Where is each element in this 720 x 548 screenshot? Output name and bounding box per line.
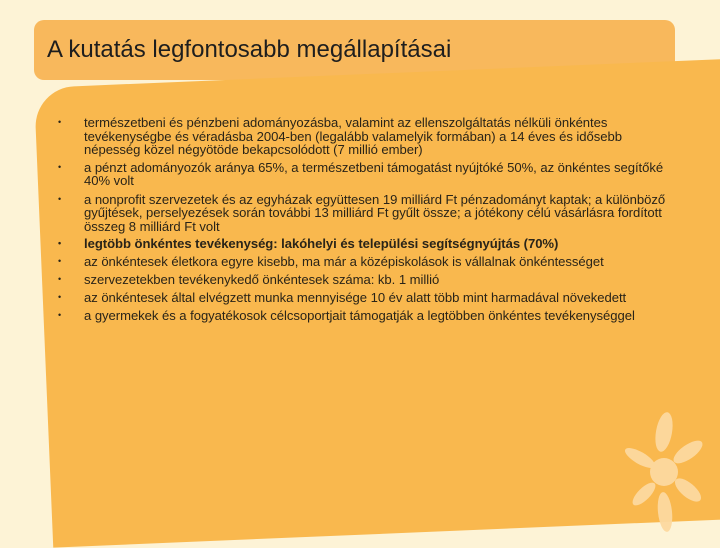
bullet-item: • a pénzt adományozók aránya 65%, a természetbeni támogatást nyújtóké 50%, az önkéntes segítőké 40% volt <box>56 161 666 188</box>
bullet-item: • legtöbb önkéntes tevékenység: lakóhelyi és települési segítségnyújtás (70%) <box>56 237 666 251</box>
bullet-item: • a nonprofit szervezetek és az egyházak együttesen 19 milliárd Ft pénzadományt kaptak; a különböző gyűjtések, perselyezések során további 13 milliárd Ft gyűlt össze; a jótékony célú vásárlásra fordított összeg 8 milliárd Ft volt <box>56 193 666 234</box>
bullet-item: • szervezetekben tevékenykedő önkéntesek száma: kb. 1 millió <box>56 273 666 287</box>
bullet-item: • a gyermekek és a fogyatékosok célcsoportjait támogatják a legtöbben önkéntes tevékenységgel <box>56 309 666 323</box>
bullet-list <box>56 116 666 323</box>
asterisk-flower-icon <box>618 408 718 538</box>
bullet-item: • az önkéntesek életkora egyre kisebb, ma már a középiskolások is vállalnak önkéntességet <box>56 255 666 269</box>
bullet-item: • természetbeni és pénzbeni adományozásba, valamint az ellenszolgáltatás nélküli önkéntes tevékenységbe és véradásba 2004-ben (legalább valamelyik formában) a 14 éves és idősebb népesség közel négyötöde bekapcsolódott (7 millió ember) <box>56 116 666 157</box>
bullet-item: • az önkéntesek által elvégzett munka mennyisége 10 év alatt több mint harmadával növekedett <box>56 291 666 305</box>
slide-title: A kutatás legfontosabb megállapításai <box>47 36 452 63</box>
